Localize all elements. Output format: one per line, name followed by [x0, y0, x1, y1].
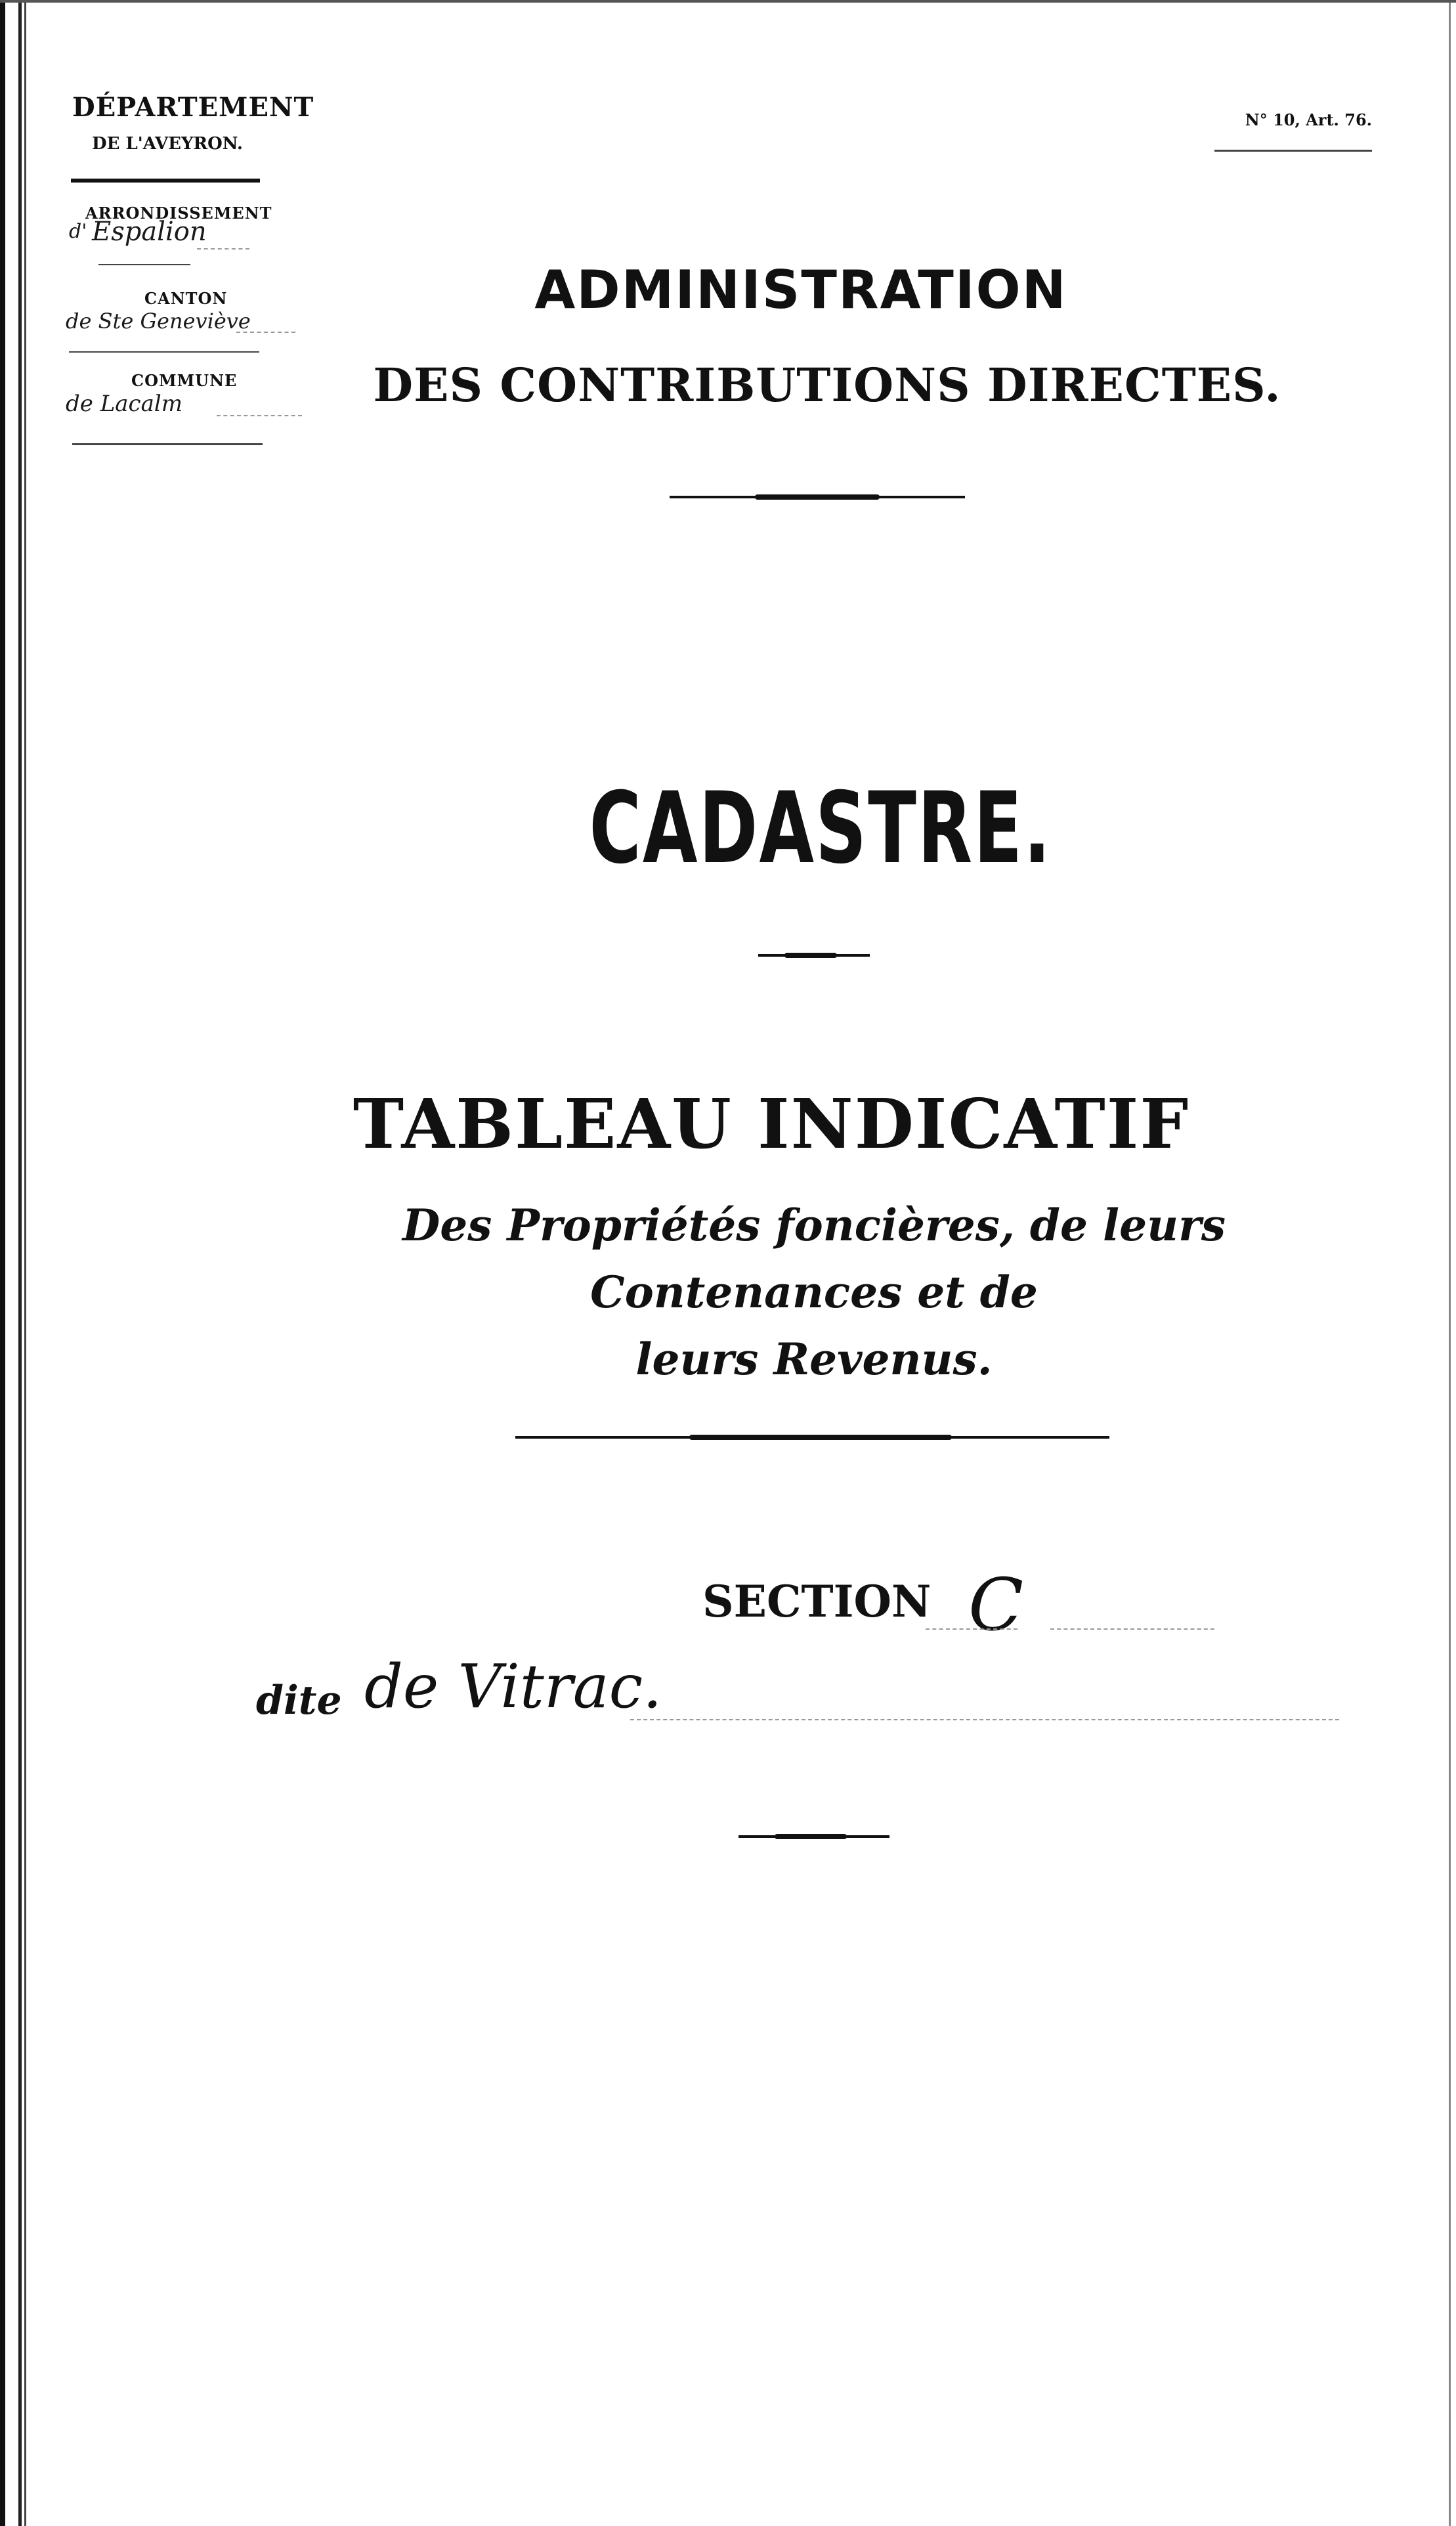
arrondissement-underline: [98, 264, 190, 265]
header-block-flourish: [72, 443, 263, 445]
section-line-2: [1050, 1628, 1214, 1630]
arrondissement-prefix: d': [69, 220, 87, 243]
canton-value: de Ste Geneviève: [66, 309, 251, 334]
dite-label: dite: [256, 1678, 342, 1724]
dite-value: de Vitrac.: [364, 1651, 662, 1722]
ornament-center-2: [784, 953, 837, 958]
dite-line: [630, 1719, 1339, 1720]
canton-label: CANTON: [144, 289, 228, 308]
canton-underline: [69, 351, 259, 353]
section-letter: C: [968, 1563, 1024, 1647]
page-top-edge: [0, 0, 1456, 3]
department-rule: [71, 179, 260, 183]
tableau-title: TABLEAU INDICATIF: [353, 1083, 1190, 1164]
arrondissement-label: ARRONDISSEMENT: [85, 204, 272, 223]
ornament-center-4: [775, 1834, 847, 1839]
tableau-subtitle-line-2: leurs Revenus.: [635, 1334, 993, 1385]
department-name: DE L'AVEYRON.: [92, 134, 243, 154]
commune-line: [217, 415, 302, 416]
commune-value: de Lacalm: [66, 391, 182, 417]
canton-line: [236, 332, 295, 333]
cadastre-title: CADASTRE.: [589, 772, 1052, 886]
administration-title: ADMINISTRATION: [534, 259, 1067, 320]
section-label: SECTION: [702, 1576, 931, 1627]
reference-underline: [1214, 150, 1372, 152]
reference-number: N° 10, Art. 76.: [1245, 110, 1372, 129]
ornament-center-1: [755, 494, 880, 500]
tableau-subtitle: [256, 1192, 1372, 1393]
commune-label: COMMUNE: [131, 371, 238, 390]
section-line-1: [926, 1628, 1017, 1630]
arrondissement-line: [197, 248, 249, 250]
arrondissement-value: Espalion: [92, 217, 207, 247]
binding-edge: [0, 0, 5, 2526]
tableau-subtitle-line-1: Des Propriétés foncières, de leurs Contenances et de: [402, 1200, 1226, 1318]
ornament-center-3: [689, 1435, 952, 1440]
department-label: DÉPARTEMENT: [72, 92, 314, 123]
page-right-edge: [1449, 0, 1451, 2526]
contributions-title: DES CONTRIBUTIONS DIRECTES.: [373, 358, 1281, 412]
binding-margin: [18, 0, 28, 2526]
